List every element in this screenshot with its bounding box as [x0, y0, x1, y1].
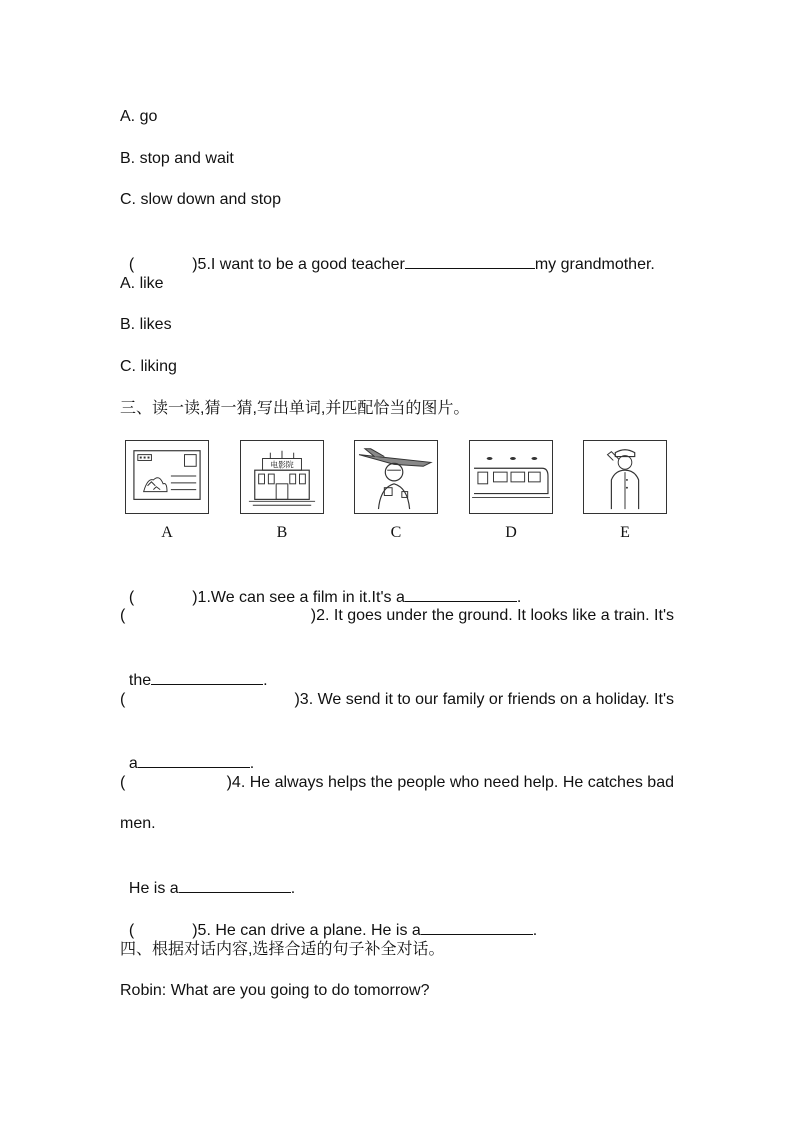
answer-blank[interactable] [421, 918, 533, 935]
postcard-icon [125, 440, 209, 514]
question-text: )3. We send it to our family or friends on a holiday. It's [294, 691, 674, 708]
section3-question-4 [120, 773, 674, 793]
section3-question-4-cont2 [120, 856, 295, 899]
question-5-grammar [120, 232, 655, 275]
cinema-sign: 电影院 [270, 460, 294, 470]
answer-paren: ( [128, 256, 135, 273]
picture-row [125, 440, 670, 515]
picture-label-e: E [620, 524, 630, 541]
picture-label-d: D [505, 524, 517, 541]
section3-question-3-cont [120, 731, 254, 774]
picture-label-b: B [276, 524, 288, 541]
question-text-end: my grandmother. [534, 256, 655, 273]
answer-blank[interactable] [405, 585, 517, 602]
option-b-stop-and-wait: B. stop and wait [120, 150, 234, 167]
question-text-cont: a [128, 755, 138, 772]
section3-question-4-cont: men. [120, 815, 156, 832]
answer-blank[interactable] [138, 751, 250, 768]
question-text: )5. He can drive a plane. He is a [192, 922, 421, 939]
picture-label-a: A [161, 524, 173, 541]
pilot-icon [354, 440, 438, 514]
section3-question-1 [120, 565, 521, 608]
option-a-go: A. go [120, 108, 158, 125]
period: . [516, 589, 522, 606]
question-text-cont: He is a [128, 880, 179, 897]
section3-question-2 [120, 606, 674, 626]
answer-blank[interactable] [179, 876, 291, 893]
section-4-heading: 四、根据对话内容,选择合适的句子补全对话。 [120, 941, 445, 958]
question-text: )4. He always helps the people who need help. He catches bad [226, 774, 674, 791]
period: . [532, 922, 538, 939]
cinema-icon [240, 440, 324, 514]
picture-label-c: C [390, 524, 402, 541]
answer-paren: ( [120, 774, 126, 791]
period: . [249, 755, 255, 772]
answer-blank[interactable] [151, 668, 263, 685]
option-b-likes: B. likes [120, 316, 172, 333]
option-c-liking: C. liking [120, 358, 177, 375]
section3-question-3 [120, 690, 674, 710]
section3-question-2-cont [120, 648, 268, 691]
section3-question-5 [120, 898, 537, 941]
subway-icon [469, 440, 553, 514]
policewoman-icon [583, 440, 667, 514]
option-a-like: A. like [120, 275, 164, 292]
answer-blank[interactable] [405, 252, 535, 269]
answer-paren: ( [128, 589, 135, 606]
section-3-heading: 三、读一读,猜一猜,写出单词,并匹配恰当的图片。 [120, 400, 470, 417]
answer-paren: ( [120, 691, 126, 708]
option-c-slow-down: C. slow down and stop [120, 191, 281, 208]
question-text: )1.We can see a film in it.It's a [192, 589, 405, 606]
answer-paren: ( [128, 922, 135, 939]
answer-paren: ( [120, 607, 126, 624]
question-text: )5.I want to be a good teacher [192, 256, 405, 273]
period: . [263, 672, 268, 689]
dialogue-line-robin: Robin: What are you going to do tomorrow? [120, 982, 430, 999]
question-text: )2. It goes under the ground. It looks like a train. It's [310, 607, 674, 624]
period: . [290, 880, 296, 897]
question-text-cont: the [128, 672, 152, 689]
